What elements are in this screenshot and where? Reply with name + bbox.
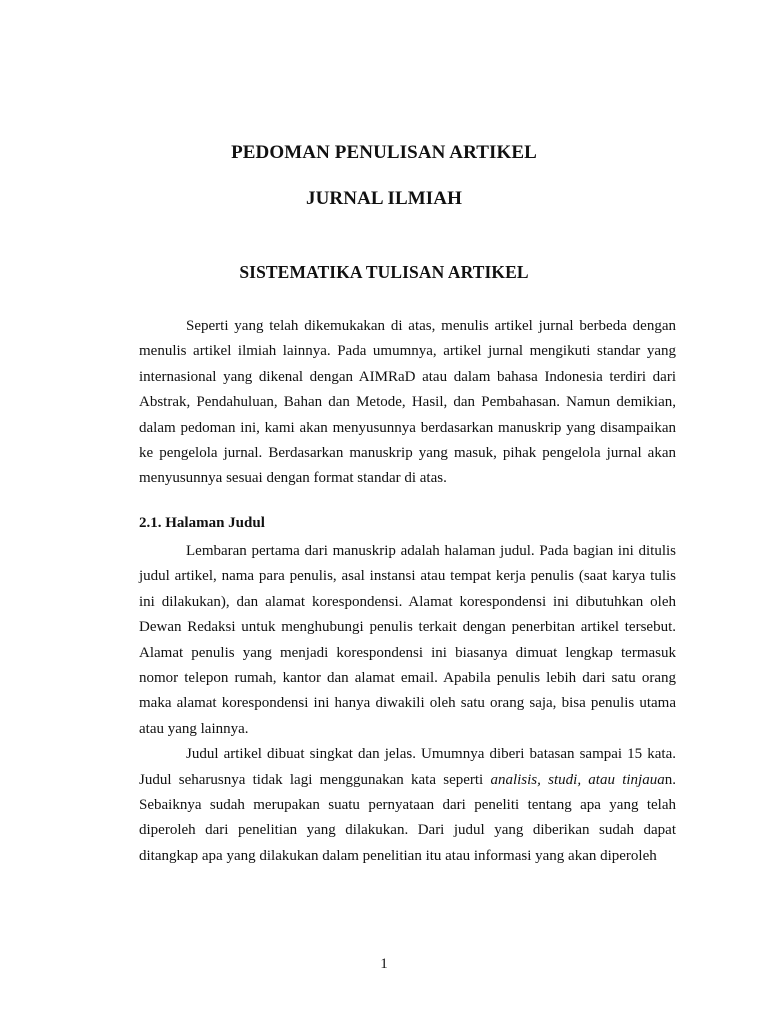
document-title-line-1: PEDOMAN PENULISAN ARTIKEL: [231, 142, 537, 163]
subsection-heading: 2.1. Halaman Judul: [139, 515, 265, 531]
paragraph-2-italic-terms: analisis, studi, atau tinjaua: [490, 771, 665, 788]
intro-paragraph: Seperti yang telah dikemukakan di atas, menulis artikel jurnal berbeda dengan menulis artikel ilmiah lainnya. Pada umumnya, artikel jurnal mengikuti standar yang internasional yang dikenal dengan AIMRaD atau dalam bahasa Indonesia terdiri dari Abstrak, Pendahuluan, Bahan dan Metode, Hasil, dan Pembahasan. Namun demikian, dalam pedoman ini, kami akan menyusunnya berdasarkan manuskrip yang disampaikan ke pengelola jurnal. Berdasarkan manuskrip yang masuk, pihak pengelola jurnal akan menyusunnya sesuai dengan format standar di atas.: [139, 318, 676, 487]
page-number: 1: [380, 956, 388, 972]
paragraph-2-text-before: Judul artikel dibuat singkat dan jelas. Umumnya diberi batasan sampai 15 kata. Judul seharusnya tidak lagi menggunakan kata seperti: [139, 746, 676, 788]
document-title-line-2: JURNAL ILMIAH: [306, 188, 462, 209]
paragraph-2-text-after: n. Sebaiknya sudah merupakan suatu pernyataan dari peneliti tentang apa yang telah diperoleh dari penelitian yang dilakukan. Dari judul yang diberikan sudah dapat ditangkap apa yang dilakukan dalam penelitian itu atau informasi yang akan diperoleh: [139, 771, 676, 864]
intro-section: [139, 314, 676, 492]
section-title: SISTEMATIKA TULISAN ARTIKEL: [239, 262, 529, 282]
subsection-body: [139, 539, 676, 869]
subsection-paragraph-1: Lembaran pertama dari manuskrip adalah halaman judul. Pada bagian ini ditulis judul artikel, nama para penulis, asal instansi atau tempat kerja penulis (saat karya tulis ini dilakukan), dan alamat korespondensi. Alamat korespondensi ini dibutuhkan oleh Dewan Redaksi untuk menghubungi penulis terkait dengan penerbitan artikel tersebut. Alamat penulis yang menjadi korespondensi ini biasanya dimuat lengkap termasuk nomor telepon rumah, kantor dan alamat email. Apabila penulis lebih dari satu orang maka alamat korespondensi ini hanya diwakili oleh satu orang saja, bisa penulis utama atau yang lainnya.: [139, 543, 676, 737]
subsection-paragraph-2: [139, 742, 676, 869]
